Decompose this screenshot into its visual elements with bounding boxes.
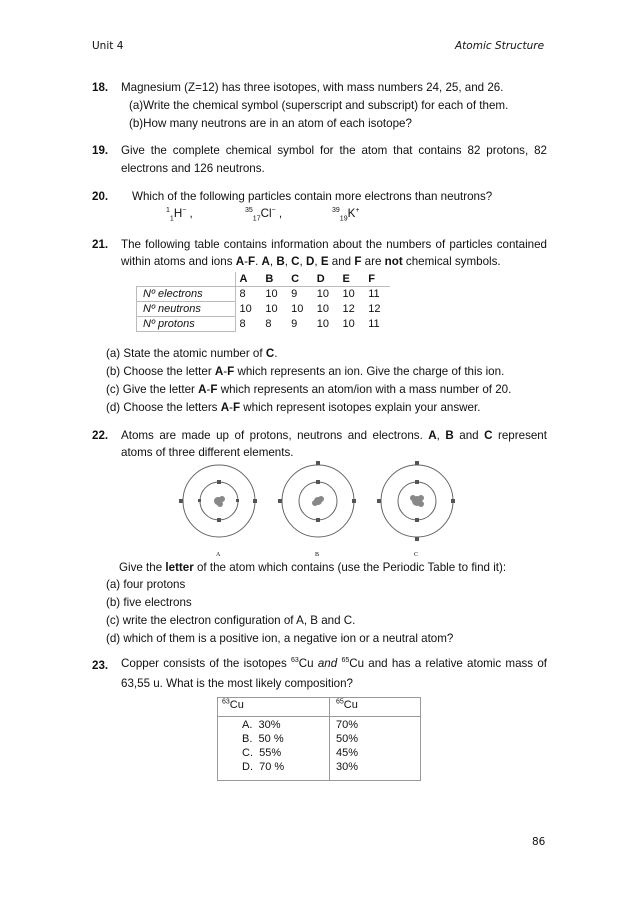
atom-label-b: B bbox=[315, 552, 320, 558]
page-number: 86 bbox=[532, 836, 546, 848]
table-row: Nº electrons 8 10 9 10 10 11 bbox=[137, 287, 391, 302]
question-text-cont: 63,55 u. What is the most likely composition? bbox=[121, 677, 353, 690]
option-row: B. 50 % bbox=[242, 733, 284, 745]
question-text: Atoms are made up of protons, neutrons and electrons. A, B and C represent bbox=[121, 429, 547, 442]
option-row: C. 55% bbox=[242, 747, 282, 759]
question-part-b: (b)How many neutrons are in an atom of each isotope? bbox=[129, 117, 412, 130]
atom-diagrams bbox=[170, 460, 470, 560]
option-row: A. 30% bbox=[242, 719, 281, 731]
atom-c bbox=[377, 461, 455, 541]
question-number: 19. bbox=[92, 144, 109, 157]
question-text: Magnesium (Z=12) has three isotopes, with mass numbers 24, 25, and 26. bbox=[121, 81, 504, 94]
table-header: A bbox=[235, 272, 261, 287]
particle-cl: $^{35}_{17}$Cl− , bbox=[245, 207, 283, 223]
question-text-cont: within atoms and ions A-F. A, B, C, D, E and F are not chemical symbols. bbox=[121, 255, 501, 268]
question-part-a: (a) four protons bbox=[106, 578, 186, 591]
table-header: $^{65}$Cu bbox=[330, 698, 421, 717]
question-part-d: (d) Choose the letters A-F which represent isotopes explain your answer. bbox=[106, 401, 481, 414]
atom-b bbox=[278, 461, 356, 537]
option-value: 70% bbox=[336, 719, 359, 731]
particle-k: $^{39}_{19}$K+ bbox=[332, 207, 360, 223]
atom-label-c: C bbox=[414, 552, 419, 558]
question-text: The following table contains information about the numbers of particles contained bbox=[121, 238, 547, 251]
question-part-b: (b) Choose the letter A-F which represents an ion. Give the charge of this ion. bbox=[106, 365, 505, 378]
table-header: B bbox=[261, 272, 287, 287]
table-header: $^{63}$Cu bbox=[218, 698, 330, 717]
question-text-cont: electrons and 126 neutrons. bbox=[121, 162, 265, 175]
particle-h: $^1_1$H− , bbox=[166, 207, 193, 223]
question-part-c: (c) write the electron configuration of A, B and C. bbox=[106, 614, 356, 627]
option-value: 45% bbox=[336, 747, 359, 759]
atom-label-a: A bbox=[216, 552, 221, 558]
particles-table bbox=[136, 272, 390, 332]
question-instruction: Give the letter of the atom which contains (use the Periodic Table to find it): bbox=[119, 561, 507, 574]
table-header: F bbox=[364, 272, 390, 287]
question-part-c: (c) Give the letter A-F which represents an atom/ion with a mass number of 20. bbox=[106, 383, 512, 396]
table-header-row bbox=[137, 272, 391, 287]
question-number: 23. bbox=[92, 659, 109, 672]
option-value: 50% bbox=[336, 733, 359, 745]
table-header-row bbox=[218, 698, 421, 717]
question-part-a: (a) State the atomic number of C. bbox=[106, 347, 278, 360]
table-header: C bbox=[287, 272, 313, 287]
option-row: D. 70 % bbox=[242, 761, 285, 773]
question-part-a: (a)Write the chemical symbol (superscript and subscript) for each of them. bbox=[129, 99, 509, 112]
question-text-cont: atoms of three different elements. bbox=[121, 446, 294, 459]
question-text: Copper consists of the isotopes $^{63}$Cu and $^{65}$Cu and has a relative atomic mass of bbox=[121, 657, 547, 670]
question-number: 22. bbox=[92, 429, 109, 442]
question-text: Give the complete chemical symbol for the atom that contains 82 protons, 82 bbox=[121, 144, 547, 157]
question-number: 18. bbox=[92, 81, 109, 94]
table-row: Nº protons 8 8 9 10 10 11 bbox=[137, 317, 391, 332]
question-part-b: (b) five electrons bbox=[106, 596, 192, 609]
header-unit: Unit 4 bbox=[92, 40, 124, 52]
atom-a bbox=[179, 465, 257, 537]
header-topic: Atomic Structure bbox=[455, 40, 545, 52]
table-header: D bbox=[313, 272, 339, 287]
question-part-d: (d) which of them is a positive ion, a negative ion or a neutral atom? bbox=[106, 632, 454, 645]
question-number: 21. bbox=[92, 238, 109, 251]
table-header: E bbox=[339, 272, 365, 287]
table-row: Nº neutrons 10 10 10 10 12 12 bbox=[137, 302, 391, 317]
table-body bbox=[218, 717, 421, 781]
composition-table bbox=[217, 697, 421, 781]
question-number: 20. bbox=[92, 190, 109, 203]
option-value: 30% bbox=[336, 761, 359, 773]
question-text: Which of the following particles contain more electrons than neutrons? bbox=[132, 190, 493, 203]
